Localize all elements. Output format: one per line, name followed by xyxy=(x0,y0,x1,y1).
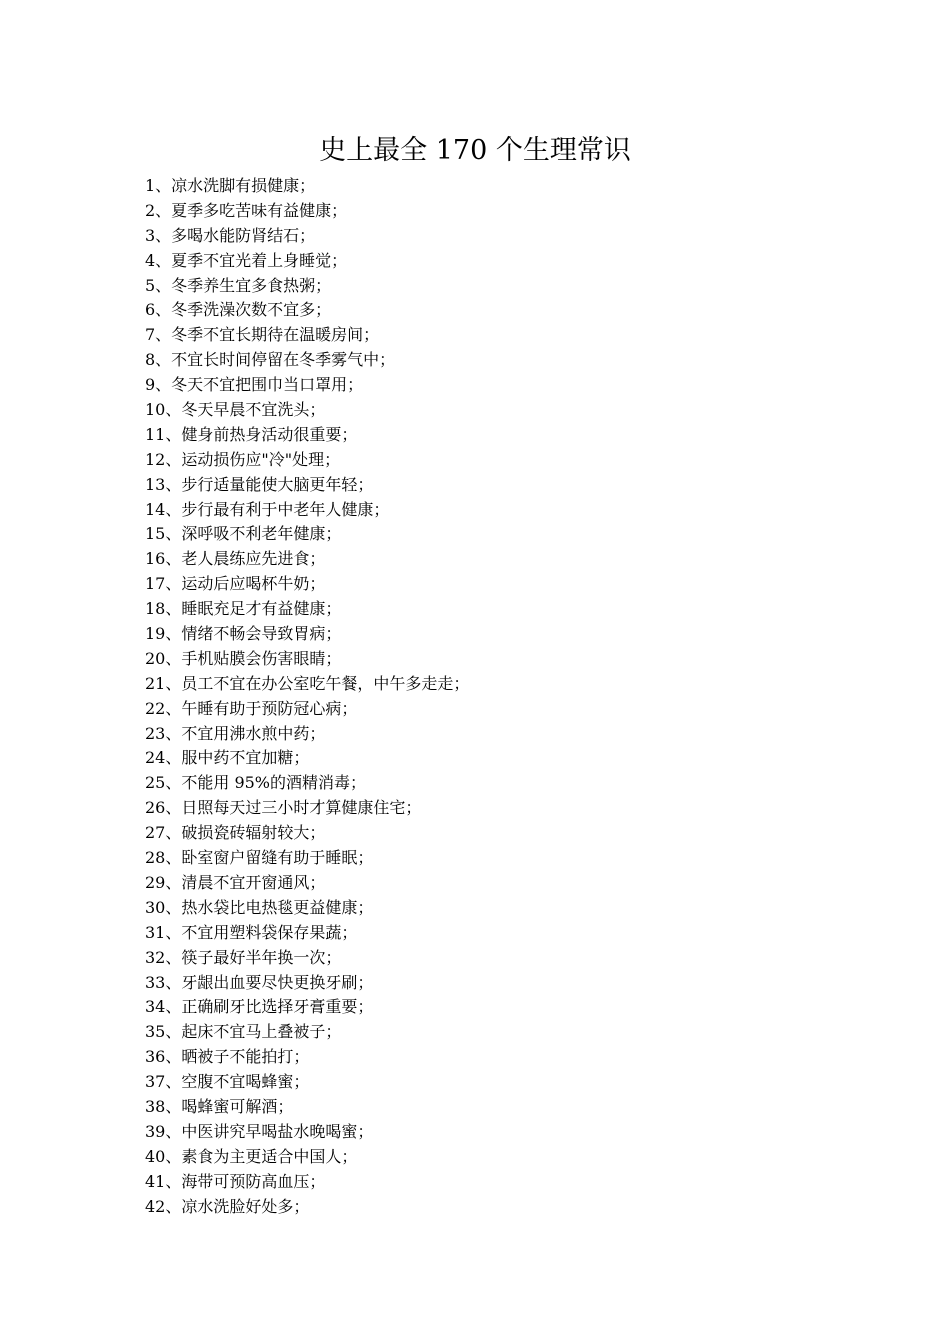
list-item: 9、冬天不宜把围巾当口罩用； xyxy=(145,375,364,395)
list-item: 14、步行最有利于中老年人健康； xyxy=(145,499,390,519)
list-item: 38、喝蜂蜜可解酒； xyxy=(145,1096,294,1116)
list-item: 4、夏季不宜光着上身睡觉； xyxy=(145,250,348,270)
tips-list xyxy=(145,174,469,1219)
list-item: 24、服中药不宜加糖； xyxy=(145,748,310,768)
list-item: 40、素食为主更适合中国人； xyxy=(145,1146,358,1166)
list-item: 31、不宜用塑料袋保存果蔬； xyxy=(145,922,358,942)
list-item: 37、空腹不宜喝蜂蜜； xyxy=(145,1072,310,1092)
list-item: 6、冬季洗澡次数不宜多； xyxy=(145,300,332,320)
list-item: 11、健身前热身活动很重要； xyxy=(145,424,358,444)
list-item: 15、深呼吸不利老年健康； xyxy=(145,524,342,544)
list-item: 35、起床不宜马上叠被子； xyxy=(145,1022,342,1042)
list-item: 21、员工不宜在办公室吃午餐，中午多走走； xyxy=(145,673,470,693)
list-item: 30、热水袋比电热毯更益健康； xyxy=(145,897,374,917)
list-item: 39、中医讲究早喝盐水晚喝蜜； xyxy=(145,1121,374,1141)
list-item: 8、不宜长时间停留在冬季雾气中； xyxy=(145,350,396,370)
list-item: 19、情绪不畅会导致胃病； xyxy=(145,624,342,644)
list-item: 29、清晨不宜开窗通风； xyxy=(145,872,326,892)
list-item: 41、海带可预防高血压； xyxy=(145,1171,326,1191)
list-item: 33、牙龈出血要尽快更换牙刷； xyxy=(145,972,374,992)
list-item: 36、晒被子不能拍打； xyxy=(145,1047,310,1067)
list-item: 16、老人晨练应先进食； xyxy=(145,549,326,569)
list-item: 26、日照每天过三小时才算健康住宅； xyxy=(145,798,422,818)
list-item: 2、夏季多吃苦味有益健康； xyxy=(145,200,348,220)
list-item: 7、冬季不宜长期待在温暖房间； xyxy=(145,325,380,345)
list-item: 5、冬季养生宜多食热粥； xyxy=(145,275,332,295)
list-item: 17、运动后应喝杯牛奶； xyxy=(145,574,326,594)
list-item: 12、运动损伤应"冷"处理； xyxy=(145,449,341,469)
list-item: 10、冬天早晨不宜洗头； xyxy=(145,400,326,420)
list-item: 3、多喝水能防肾结石； xyxy=(145,225,316,245)
list-item: 13、步行适量能使大脑更年轻； xyxy=(145,474,374,494)
list-item: 28、卧室窗户留缝有助于睡眠； xyxy=(145,848,374,868)
list-item: 20、手机贴膜会伤害眼睛； xyxy=(145,648,342,668)
list-item: 34、正确刷牙比选择牙膏重要； xyxy=(145,997,374,1017)
list-item: 1、凉水洗脚有损健康； xyxy=(145,176,316,195)
list-item: 22、午睡有助于预防冠心病； xyxy=(145,698,358,718)
list-item: 18、睡眠充足才有益健康； xyxy=(145,599,342,619)
list-item: 25、不能用 95%的酒精消毒； xyxy=(145,773,367,793)
page-title: 史上最全 170 个生理常识 xyxy=(319,135,631,166)
list-item: 42、凉水洗脸好处多； xyxy=(145,1196,310,1216)
list-item: 23、不宜用沸水煎中药； xyxy=(145,723,326,743)
list-item: 27、破损瓷砖辐射较大； xyxy=(145,823,326,843)
list-item: 32、筷子最好半年换一次； xyxy=(145,947,342,967)
